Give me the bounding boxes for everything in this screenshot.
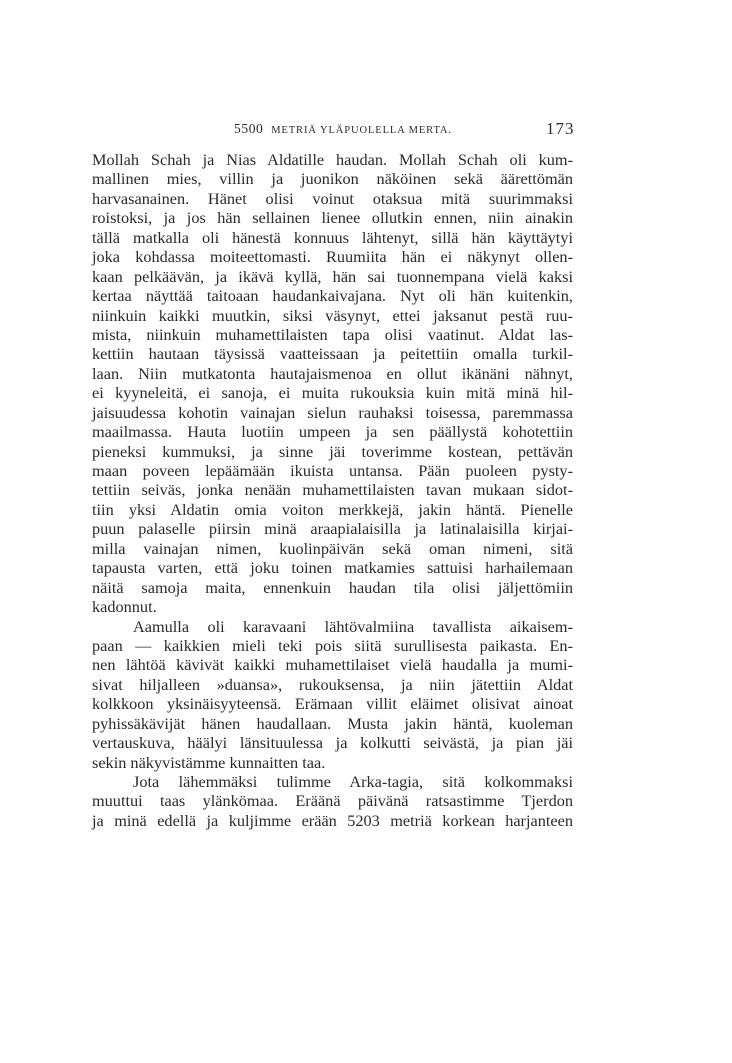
text-line: tällä matkalla oli hänestä konnuus lähtenyt, sillä hän käyttäytyi [92, 227, 573, 247]
text-line: kaan pelkäävän, ja ikävä kyllä, hän sai tuonnempana vielä kaksi [92, 266, 573, 286]
page-number: 173 [546, 119, 575, 138]
text-line: kettiin hautaan täysissä vaatteissaan ja peitettiin omalla turkil- [92, 344, 573, 364]
text-line: mallinen mies, villin ja juonikon näköinen sekä äärettömän [92, 169, 573, 189]
text-line: sivat hiljalleen »duansa», rukouksensa, ja niin jätettiin Aldat [92, 674, 573, 694]
text-line: kolkkoon yksinäisyyteensä. Erämaan villit eläimet olisivat ainoat [92, 694, 573, 714]
text-line: tettiin seiväs, jonka nenään muhamettilaisten tavan mukaan sidot- [92, 480, 573, 500]
text-line: tiin yksi Aldatin omia voiton merkkejä, jakin häntä. Pienelle [92, 499, 573, 519]
paragraph-end-line: sekin näkyvistämme kunnaitten taa. [92, 752, 326, 772]
text-line: ja minä edellä ja kuljimme erään 5203 metriä korkean harjanteen [92, 810, 573, 830]
paragraph-start-line: Aamulla oli karavaani lähtövalmiina tavallista aikaisem- [133, 616, 573, 636]
text-line: jaisuudessa kohotin vainajan sielun rauhaksi toisessa, paremmassa [92, 402, 573, 422]
text-line: Mollah Schah ja Nias Aldatille haudan. Mollah Schah oli kum- [92, 150, 573, 169]
text-line: tapausta varten, että joku toinen matkamies sattuisi harhailemaan [92, 558, 573, 578]
text-line: laan. Niin mutkatonta hautajaismenoa en ollut ikänäni nähnyt, [92, 363, 573, 383]
text-line: pyhissäkävijät hänen haudallaan. Musta jakin häntä, kuoleman [92, 713, 573, 733]
text-line: milla vainajan nimen, kuolinpäivän sekä oman nimeni, sitä [92, 538, 573, 558]
paragraph-end-line: kadonnut. [92, 597, 157, 617]
text-line: kertaa näyttää taitoaan haudankaivajana. Nyt oli hän kuitenkin, [92, 286, 573, 306]
running-header [234, 121, 452, 137]
text-line: pieneksi kummuksi, ja sinne jäi toverimme kostean, pettävän [92, 441, 573, 461]
text-line: maailmassa. Hauta luotiin umpeen ja sen päällystä kohotettiin [92, 422, 573, 442]
text-line: harvasanainen. Hänet olisi voinut otaksua mitä suurimmaksi [92, 188, 573, 208]
text-line: nen lähtöä kävivät kaikki muhamettilaiset vielä haudalla ja mumi- [92, 655, 573, 675]
text-line: puun palaselle piirsin minä araapialaisilla ja latinalaisilla kirjai- [92, 519, 573, 539]
text-line: näitä samoja maita, ennenkuin haudan tila olisi jäljettömiin [92, 577, 573, 597]
body-text [92, 150, 573, 830]
paragraph-start-line: Jota lähemmäksi tulimme Arka-tagia, sitä kolkommaksi [133, 772, 573, 791]
text-line: muuttui taas ylänkömaa. Eräänä päivänä ratsastimme Tjerdon [92, 791, 573, 811]
running-header-title: METRIÄ YLÄPUOLELLA MERTA. [271, 125, 452, 136]
text-line: maan poveen lepäämään ikuista untansa. Pään puoleen pysty- [92, 461, 573, 480]
text-line: joka kohdassa moiteettomasti. Ruumiita hän ei näkynyt ollen- [92, 247, 573, 267]
text-line: roistoksi, ja jos hän sellainen lienee ollutkin ennen, niin ainakin [92, 208, 573, 228]
text-line: niinkuin kaikki muutkin, siksi väsynyt, ettei jaksanut pestä ruu- [92, 305, 573, 325]
text-line: paan — kaikkien mieli teki pois siitä surullisesta paikasta. En- [92, 635, 573, 655]
text-line: vertauskuva, häälyi länsituulessa ja kolkutti seivästä, ja pian jäi [92, 733, 573, 753]
text-line: mista, niinkuin muhamettilaisten tapa olisi vaatinut. Aldat las- [92, 324, 573, 344]
running-header-number: 5500 [234, 121, 264, 136]
text-line: ei kyyneleitä, ei sanoja, ei muita rukouksia kuin mitä minä hil- [92, 383, 573, 403]
